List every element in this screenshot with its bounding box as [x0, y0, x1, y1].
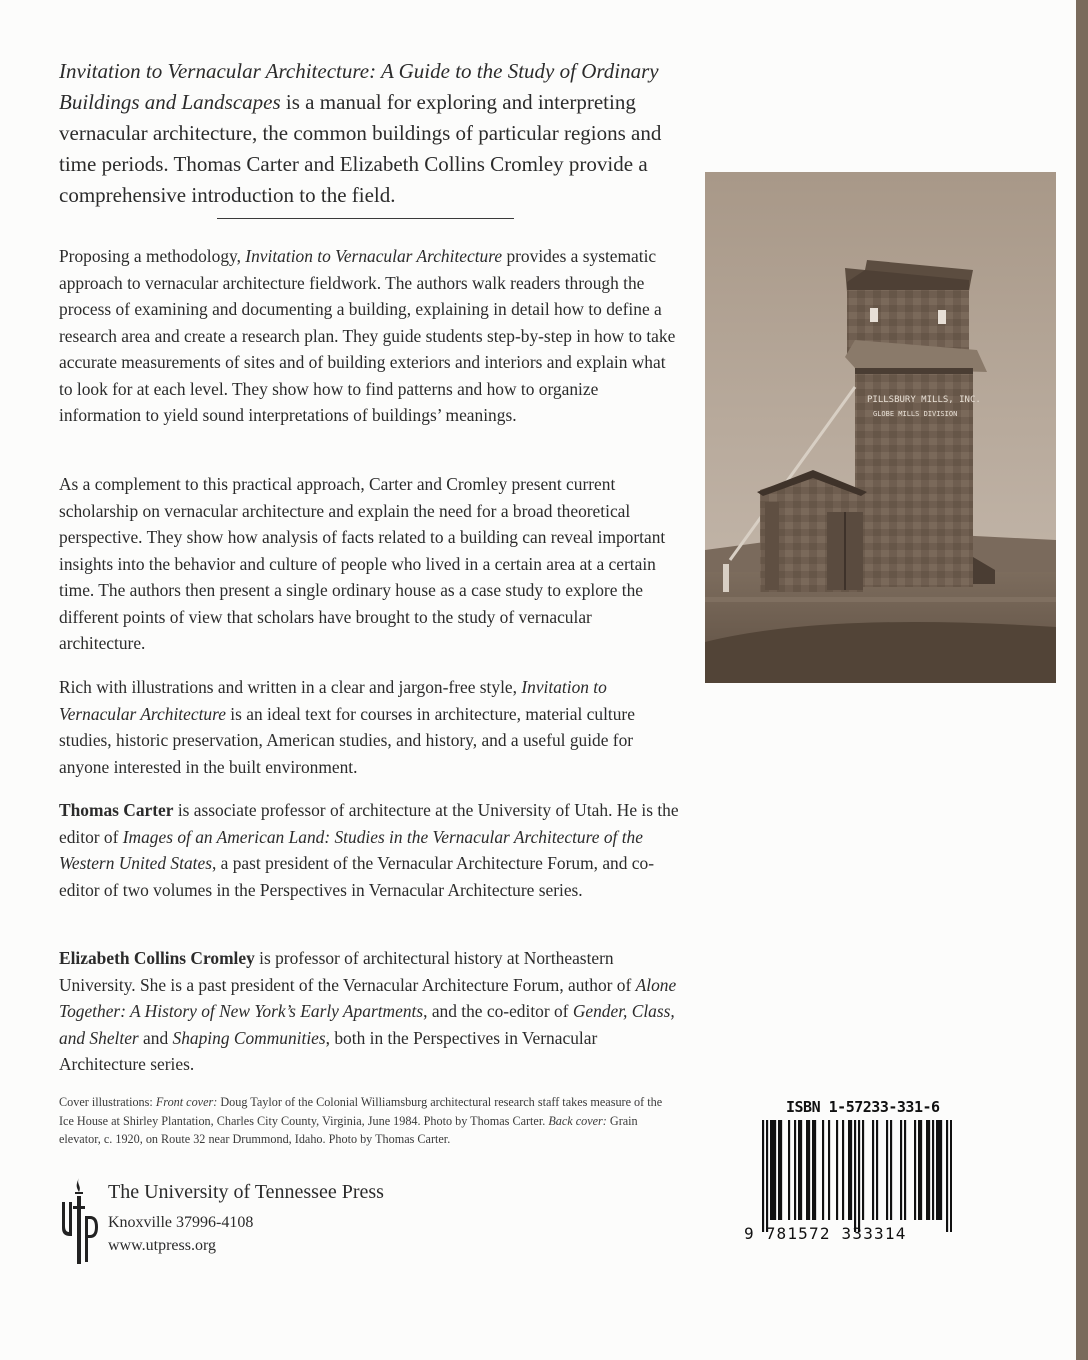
barcode-bar — [900, 1120, 902, 1220]
barcode-bar — [808, 1120, 810, 1220]
bio-carter-book: Images of an American Land: Studies in the Vernacular Architecture of the Western United States — [59, 826, 643, 873]
intro-book-title: Invitation to Vernacular Architecture: A Guide to the Study of Ordinary Buildings and Landscapes — [59, 59, 659, 114]
description-paragraph-1 — [59, 243, 681, 429]
ean-right-group: 333314 — [841, 1224, 907, 1243]
barcode-bar — [946, 1120, 948, 1232]
barcode-bar — [936, 1120, 938, 1220]
bio-cromley-book-1: Alone Together: A History of New York’s Early Apartments — [59, 974, 677, 1021]
barcode-bar — [932, 1120, 934, 1220]
barcode-bar — [780, 1120, 782, 1220]
description-paragraph-2: As a complement to this practical approach, Carter and Cromley present current scholarship on vernacular architecture and explain the need for a broad theoretical perspective. They show how analysis of facts related to a building can reveal important insights into the behavior and culture of people who lived in a certain area at a certain time. The authors then present a single ordinary house as a case study to explore the different points of view that scholars have brought to the study of vernacular architecture. — [59, 474, 666, 653]
bio-carter-text-a: is associate professor of architecture at the University of Utah. He is the editor of — [59, 800, 679, 847]
utp-logo-icon — [58, 1176, 100, 1266]
barcode-bar — [914, 1120, 916, 1220]
p3-text-a: Rich with illustrations and written in a clear and jargon-free style, — [59, 677, 522, 697]
intro-paragraph — [59, 56, 681, 211]
publisher-website[interactable]: www.utpress.org — [108, 1237, 216, 1254]
elevator-sign-line-2: GLOBE MILLS DIVISION — [873, 410, 958, 418]
bio-cromley-text-c: and — [138, 1027, 173, 1048]
cover-credits — [59, 1093, 679, 1149]
ean-left-group: 781572 — [765, 1224, 831, 1243]
author-bio-cromley — [59, 945, 681, 1078]
barcode-bar — [886, 1120, 888, 1220]
section-divider — [217, 218, 514, 219]
p1-text-b: provides a systematic approach to vernacular architecture fieldwork. The authors walk readers through the process of examining and documenting a building, explaining in detail how to define a research area and create a research plan. They guide students step-by-step in how to take accurate measurements of sites and of building exteriors and interiors and explain what to look for at each level. They show how to find patterns and how to organize information to yield sound interpretations of buildings’ meanings. — [59, 246, 676, 425]
barcode-bar — [862, 1120, 864, 1220]
ean-digits — [744, 1224, 907, 1243]
credits-text-b: Doug Taylor of the Colonial Williamsburg architectural research staff takes measure of the Ice House at Shirley Plantation, Charles City County, Virginia, June 1984. Photo by Thomas Carter. — [59, 1095, 663, 1128]
barcode-bar — [872, 1120, 874, 1220]
credits-back-label: Back cover: — [548, 1113, 607, 1128]
barcode-bar — [842, 1120, 844, 1220]
p3-text-b: is an ideal text for courses in architecture, material culture studies, historic preservation, American studies, and history, and a useful guide for anyone interested in the built environment. — [59, 703, 635, 777]
bio-cromley-text-d: , both in the Perspectives in Vernacular Architecture series. — [59, 1027, 598, 1074]
elevator-sign-line-1: PILLSBURY MILLS, INC. — [867, 395, 981, 405]
credits-text-a: Cover illustrations: — [59, 1095, 156, 1109]
description-paragraph-3 — [59, 674, 681, 780]
barcode-bar — [928, 1120, 930, 1220]
author-name-carter: Thomas Carter — [59, 800, 174, 820]
p1-text-a: Proposing a methodology, — [59, 246, 246, 266]
p3-book-title: Invitation to Vernacular Architecture — [59, 677, 607, 724]
barcode-bar — [778, 1120, 780, 1220]
barcode-bar — [938, 1120, 940, 1220]
barcode-bars — [762, 1120, 952, 1232]
barcode-bar — [800, 1120, 802, 1220]
bio-cromley-book-3: Shaping Communities — [172, 1027, 326, 1048]
isbn-label: ISBN 1-57233-331-6 — [786, 1098, 940, 1116]
barcode-bar — [762, 1120, 764, 1232]
barcode-bar — [876, 1120, 878, 1220]
barcode-bar — [836, 1120, 838, 1220]
publisher-block — [58, 1176, 478, 1266]
bio-cromley-book-2: Gender, Class, and Shelter — [59, 1001, 675, 1048]
barcode-bar — [798, 1120, 800, 1220]
barcode-bar — [920, 1120, 922, 1220]
barcode-bar — [926, 1120, 928, 1220]
publisher-name: The University of Tennessee Press — [108, 1181, 384, 1203]
barcode-bar — [850, 1120, 852, 1220]
barcode-bar — [822, 1120, 824, 1220]
grain-elevator-photo — [705, 172, 1056, 683]
barcode-bar — [774, 1120, 776, 1220]
barcode-bar — [918, 1120, 920, 1220]
barcode-bar — [858, 1120, 860, 1232]
barcode-bar — [940, 1120, 942, 1220]
barcode-bar — [848, 1120, 850, 1220]
author-name-cromley: Elizabeth Collins Cromley — [59, 948, 255, 968]
bio-cromley-text-a: is professor of architectural history at Northeastern University. She is a past president of the Vernacular Architecture Forum, author of — [59, 948, 636, 995]
publisher-address: Knoxville 37996-4108 — [108, 1214, 254, 1231]
bio-carter-text-b: , a past president of the Vernacular Architecture Forum, and co-editor of two volumes in the Perspectives in Vernacular Architecture series. — [59, 853, 654, 900]
barcode-bar — [950, 1120, 952, 1232]
barcode-bar — [854, 1120, 856, 1232]
barcode-bar — [770, 1120, 772, 1220]
credits-front-label: Front cover: — [155, 1095, 218, 1109]
barcode-bar — [890, 1120, 892, 1220]
author-bio-carter — [59, 797, 681, 903]
spine-edge — [1076, 0, 1088, 1360]
barcode-bar — [904, 1120, 906, 1220]
barcode-bar — [828, 1120, 830, 1220]
barcode-bar — [812, 1120, 814, 1220]
barcode-bar — [788, 1120, 790, 1220]
barcode-bar — [772, 1120, 774, 1220]
credits-text-c: Grain elevator, c. 1920, on Route 32 near Drummond, Idaho. Photo by Thomas Carter. — [59, 1113, 638, 1146]
intro-text: is a manual for exploring and interpreting vernacular architecture, the common buildings of particular regions and time periods. Thomas Carter and Elizabeth Collins Cromley provide a comprehensive introduction to the field. — [59, 90, 662, 207]
ean-first-digit: 9 — [744, 1224, 755, 1243]
barcode-bar — [766, 1120, 768, 1232]
barcode-bar — [814, 1120, 816, 1220]
barcode-bar — [806, 1120, 808, 1220]
isbn-barcode — [744, 1098, 959, 1258]
bio-cromley-text-b: , and the co-editor of — [423, 1001, 573, 1021]
p1-book-title: Invitation to Vernacular Architecture — [245, 246, 503, 266]
barcode-bar — [794, 1120, 796, 1220]
